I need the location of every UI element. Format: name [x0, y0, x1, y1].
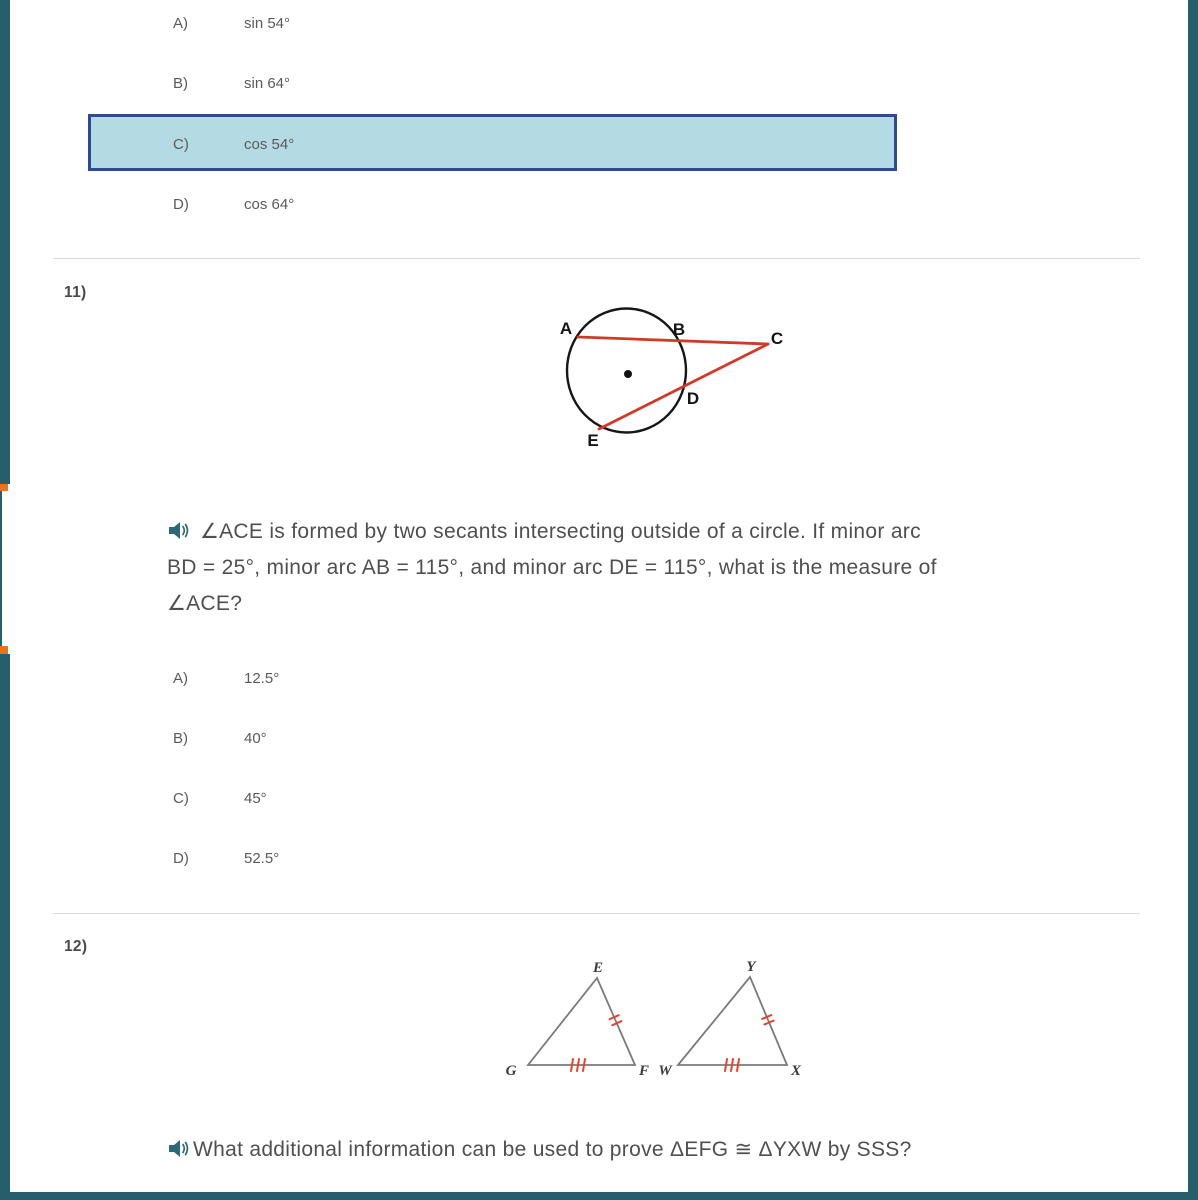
- label-b: B: [672, 320, 686, 339]
- label-e: E: [587, 431, 599, 450]
- tick-mark: [583, 1059, 585, 1071]
- prompt-text: What additional information can be used to prove ΔEFG ≅ ΔYXW by SSS?: [193, 1138, 912, 1161]
- option-letter: D): [173, 196, 189, 213]
- option-letter: B): [173, 730, 188, 747]
- option-text: sin 54°: [244, 15, 291, 32]
- option-text: 45°: [244, 790, 267, 807]
- left-edge-peek-top-cap: [0, 484, 8, 491]
- option-letter: A): [173, 670, 188, 687]
- option-letter: C): [173, 136, 189, 153]
- label-g: G: [505, 1063, 517, 1079]
- prompt-line-3: ∠ACE?: [167, 592, 243, 615]
- option-text: sin 64°: [244, 75, 291, 92]
- option-text: 52.5°: [244, 850, 280, 867]
- left-edge-peek-body: [2, 484, 10, 654]
- option-letter: A): [173, 15, 188, 32]
- question-12-number: 12): [64, 938, 88, 955]
- label-f: F: [638, 1063, 650, 1079]
- q10-option-c-selected[interactable]: [173, 136, 294, 154]
- audio-speaker-icon[interactable]: [167, 520, 191, 541]
- label-y: Y: [746, 959, 756, 975]
- option-letter: C): [173, 790, 189, 807]
- question-11-prompt: [167, 514, 1152, 622]
- left-edge-peek-bottom-cap: [0, 646, 8, 654]
- option-text: cos 64°: [244, 196, 295, 213]
- question-divider: [53, 913, 1140, 914]
- tick-mark: [571, 1059, 573, 1071]
- prompt-line-1: ∠ACE is formed by two secants intersecting outside of a circle. If minor arc: [200, 520, 921, 543]
- prompt-line-2: BD = 25°, minor arc AB = 115°, and minor arc DE = 115°, what is the measure of: [167, 556, 937, 579]
- q11-option-d[interactable]: [173, 850, 279, 868]
- label-d: D: [686, 389, 700, 408]
- audio-speaker-icon[interactable]: [167, 1138, 191, 1159]
- tick-mark: [737, 1059, 739, 1071]
- tick-mark: [577, 1059, 579, 1071]
- option-letter: B): [173, 75, 188, 92]
- q11-option-b[interactable]: [173, 730, 267, 748]
- question-divider: [53, 258, 1140, 259]
- congruent-triangles-diagram: [498, 955, 818, 1087]
- option-letter: D): [173, 850, 189, 867]
- q10-option-b[interactable]: [173, 75, 290, 93]
- option-text: cos 54°: [244, 136, 295, 153]
- q10-option-a[interactable]: [173, 15, 290, 33]
- q11-option-a[interactable]: [173, 670, 279, 688]
- q11-option-c[interactable]: [173, 790, 267, 808]
- bottom-border: [0, 1192, 1198, 1200]
- circle-secants-diagram: [540, 300, 800, 455]
- question-11-number: 11): [64, 284, 87, 301]
- label-x: X: [790, 1063, 802, 1079]
- question-12-prompt: [167, 1132, 1152, 1168]
- label-a: A: [559, 319, 573, 338]
- right-border: [1188, 0, 1198, 1200]
- option-text: 12.5°: [244, 670, 280, 687]
- tick-mark: [731, 1059, 733, 1071]
- tick-mark: [725, 1059, 727, 1071]
- label-c: C: [770, 329, 784, 348]
- circle-center-dot: [624, 370, 632, 378]
- q10-option-d[interactable]: [173, 196, 294, 214]
- label-w: W: [658, 1063, 672, 1079]
- option-text: 40°: [244, 730, 267, 747]
- label-e: E: [592, 960, 604, 976]
